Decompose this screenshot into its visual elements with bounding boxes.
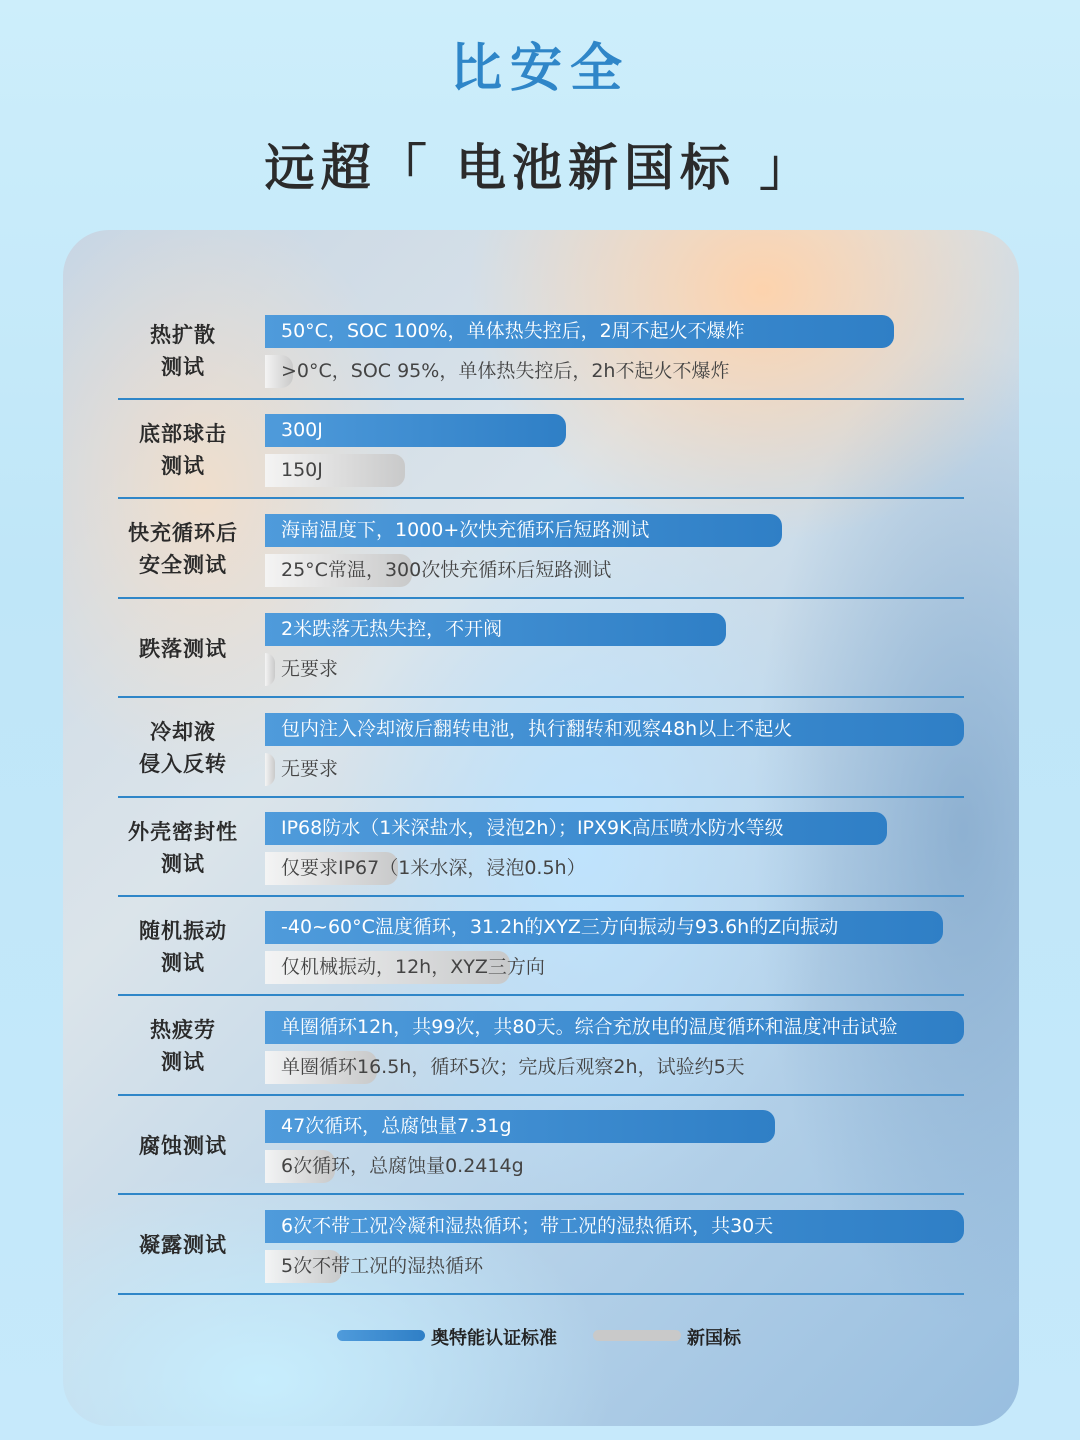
national-value-label: 25°C常温，300次快充循环后短路测试 bbox=[281, 558, 612, 581]
row-label: 凝露测试 bbox=[139, 1233, 227, 1258]
page-subtitle: 远超「 电池新国标 」 bbox=[264, 139, 816, 197]
bar-national bbox=[265, 753, 275, 786]
standard-value-label: 单圈循环12h，共99次，共80天。综合充放电的温度循环和温度冲击试验 bbox=[281, 1015, 898, 1038]
row-label: 随机振动 测试 bbox=[139, 918, 227, 975]
legend-swatch-standard bbox=[337, 1330, 425, 1341]
standard-value-label: 2米跌落无热失控，不开阀 bbox=[281, 618, 503, 641]
standard-value-label: -40~60°C温度循环，31.2h的XYZ三方向振动与93.6h的Z向振动 bbox=[281, 916, 839, 939]
legend-swatch-national bbox=[593, 1330, 681, 1341]
comparison-row bbox=[118, 798, 964, 897]
national-value-label: 无要求 bbox=[281, 658, 339, 681]
comparison-row bbox=[118, 897, 964, 996]
comparison-row bbox=[118, 301, 964, 400]
standard-value-label: IP68防水（1米深盐水，浸泡2h）；IPX9K高压喷水防水等级 bbox=[281, 817, 784, 839]
legend-label-national: 新国标 bbox=[687, 1328, 741, 1349]
row-label: 跌落测试 bbox=[139, 636, 227, 661]
comparison-row bbox=[118, 500, 964, 599]
comparison-row bbox=[118, 1196, 964, 1295]
standard-value-label: 6次不带工况冷凝和湿热循环；带工况的湿热循环，共30天 bbox=[281, 1214, 774, 1237]
comparison-card bbox=[63, 230, 1019, 1426]
legend bbox=[63, 1324, 1019, 1348]
row-label: 热扩散 测试 bbox=[150, 322, 216, 379]
comparison-row bbox=[118, 997, 964, 1096]
legend-label-standard: 奥特能认证标准 bbox=[431, 1328, 557, 1349]
national-value-label: 仅机械振动，12h，XYZ三方向 bbox=[281, 956, 545, 979]
national-value-label: 6次循环，总腐蚀量0.2414g bbox=[281, 1155, 524, 1178]
standard-value-label: 47次循环，总腐蚀量7.31g bbox=[281, 1115, 512, 1138]
national-value-label: 150J bbox=[281, 459, 323, 482]
bar-national bbox=[265, 653, 275, 686]
standard-value-label: 300J bbox=[281, 419, 323, 442]
national-value-label: 单圈循环16.5h，循环5次；完成后观察2h，试验约5天 bbox=[281, 1055, 745, 1078]
national-value-label: 5次不带工况的湿热循环 bbox=[281, 1254, 484, 1277]
row-label: 快充循环后 安全测试 bbox=[128, 521, 238, 578]
page-title: 比安全 bbox=[449, 39, 630, 99]
row-label: 腐蚀测试 bbox=[139, 1133, 227, 1158]
comparison-row bbox=[118, 1096, 964, 1195]
standard-value-label: 海南温度下，1000+次快充循环后短路测试 bbox=[281, 518, 650, 541]
comparison-row bbox=[118, 400, 964, 499]
row-label: 热疲劳 测试 bbox=[150, 1018, 216, 1075]
national-value-label: 无要求 bbox=[281, 757, 339, 780]
standard-value-label: 50°C，SOC 100%，单体热失控后，2周不起火不爆炸 bbox=[281, 320, 745, 342]
comparison-row bbox=[118, 699, 964, 798]
standard-value-label: 包内注入冷却液后翻转电池，执行翻转和观察48h以上不起火 bbox=[281, 717, 793, 740]
row-label: 冷却液 侵入反转 bbox=[139, 720, 227, 777]
national-value-label: >0°C，SOC 95%，单体热失控后，2h不起火不爆炸 bbox=[281, 360, 730, 382]
row-label: 外壳密封性 测试 bbox=[128, 819, 238, 876]
national-value-label: 仅要求IP67（1米水深，浸泡0.5h） bbox=[281, 857, 586, 879]
row-label: 底部球击 测试 bbox=[139, 421, 227, 478]
comparison-row bbox=[118, 599, 964, 698]
